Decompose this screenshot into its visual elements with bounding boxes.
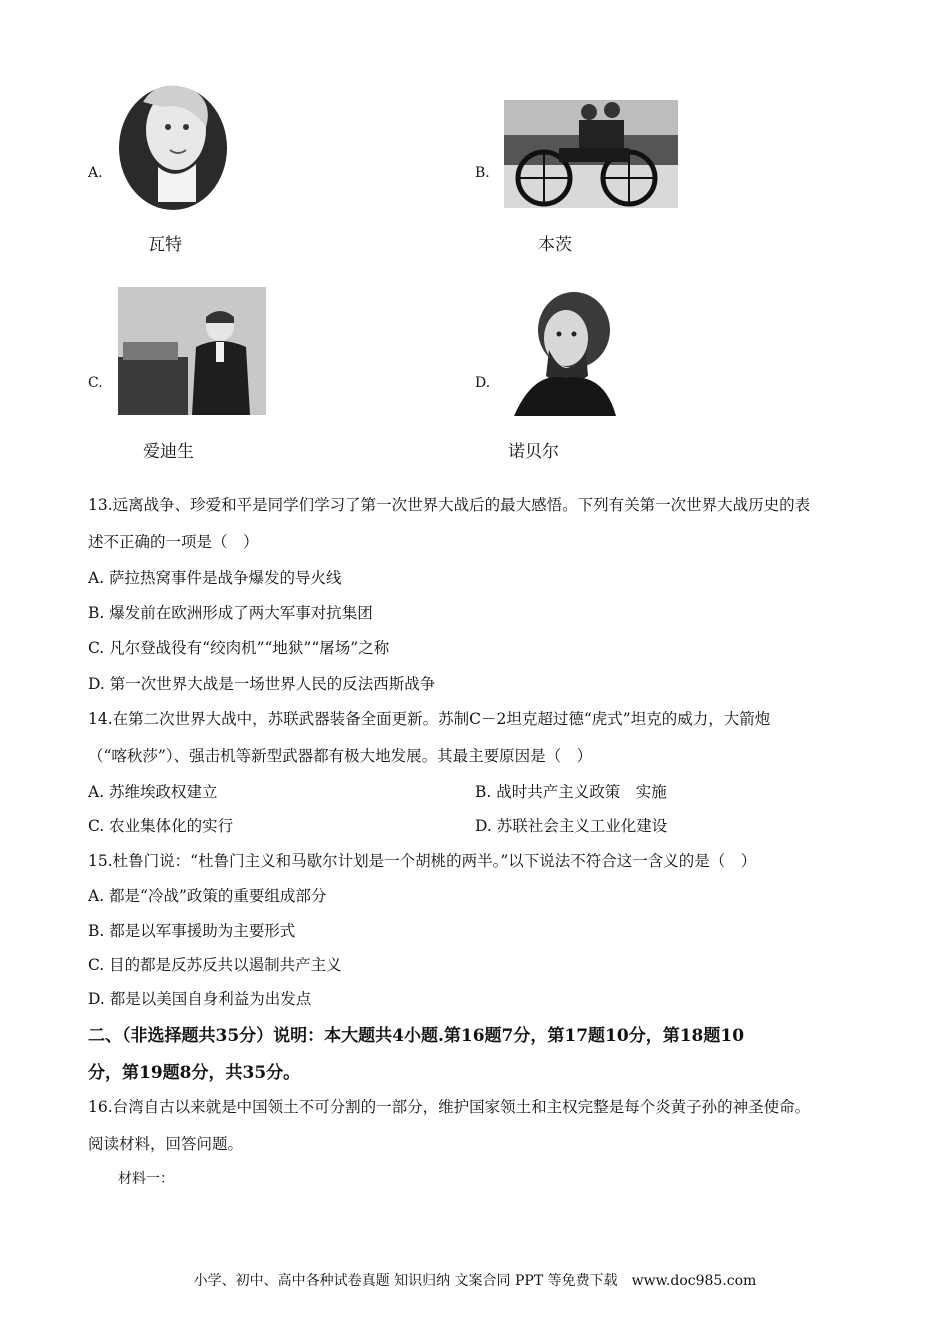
q14-stem-line2: （“喀秋莎”）、强击机等新型武器都有极大地发展。其最主要原因是（ ）: [88, 747, 593, 765]
q13-option-d: D. 第一次世界大战是一场世界人民的反法西斯战争: [88, 675, 436, 693]
q13-stem-line1: 13.远离战争、珍爱和平是同学们学习了第一次世界大战后的最大感悟。下列有关第一次世界大战历史的表: [88, 496, 811, 514]
page-footer: 小学、初中、高中各种试卷真题 知识归纳 文案合同 PPT 等免费下载 www.doc985.com: [193, 1273, 757, 1289]
q16-stem-line1: 16.台湾自古以来就是中国领土不可分割的一部分，维护国家领土和主权完整是每个炎黄子孙的神圣使命。: [88, 1098, 811, 1116]
watt-portrait-image: [118, 72, 228, 210]
caption-benz: 本茨: [538, 235, 572, 255]
caption-nobel: 诺贝尔: [508, 442, 559, 462]
option-letter-d: D.: [475, 375, 491, 391]
benz-car-image: [504, 100, 678, 208]
section2-heading-line1: 二、（非选择题共35分）说明：本大题共4小题.第16题7分，第17题10分，第18题10: [88, 1026, 745, 1046]
q14-option-b: B. 战时共产主义政策 实施: [475, 783, 667, 801]
q14-option-d: D. 苏联社会主义工业化建设: [475, 817, 668, 835]
q13-option-a: A. 萨拉热窝事件是战争爆发的导火线: [88, 569, 342, 587]
q14-option-c: C. 农业集体化的实行: [88, 817, 234, 835]
q15-option-a: A. 都是“冷战”政策的重要组成部分: [88, 887, 327, 905]
option-letter-b: B.: [475, 165, 490, 181]
option-letter-c: C.: [88, 375, 103, 391]
option-letter-a: A.: [88, 165, 103, 181]
q13-option-c: C. 凡尔登战役有“绞肉机”“地狱”“屠场”之称: [88, 639, 390, 657]
q15-option-d: D. 都是以美国自身利益为出发点: [88, 990, 312, 1008]
q16-material-label: 材料一：: [118, 1171, 174, 1187]
caption-watt: 瓦特: [148, 235, 182, 255]
q14-option-a: A. 苏维埃政权建立: [88, 783, 218, 801]
edison-photo-image: [118, 287, 266, 415]
q15-stem: 15.杜鲁门说：“杜鲁门主义和马歇尔计划是一个胡桃的两半。”以下说法不符合这一含义的是（ ）: [88, 852, 757, 870]
q13-stem-line2: 述不正确的一项是（ ）: [88, 533, 259, 551]
q15-option-b: B. 都是以军事援助为主要形式: [88, 922, 296, 940]
q15-option-c: C. 目的都是反苏反共以遏制共产主义: [88, 956, 342, 974]
section2-heading-line2: 分，第19题8分，共35分。: [88, 1063, 301, 1083]
q14-stem-line1: 14.在第二次世界大战中，苏联武器装备全面更新。苏制C－2坦克超过德“虎式”坦克的威力，大箭炮: [88, 710, 771, 728]
q16-stem-line2: 阅读材料，回答问题。: [88, 1135, 244, 1153]
caption-edison: 爱迪生: [143, 442, 194, 462]
nobel-portrait-image: [504, 290, 618, 416]
q13-option-b: B. 爆发前在欧洲形成了两大军事对抗集团: [88, 604, 373, 622]
